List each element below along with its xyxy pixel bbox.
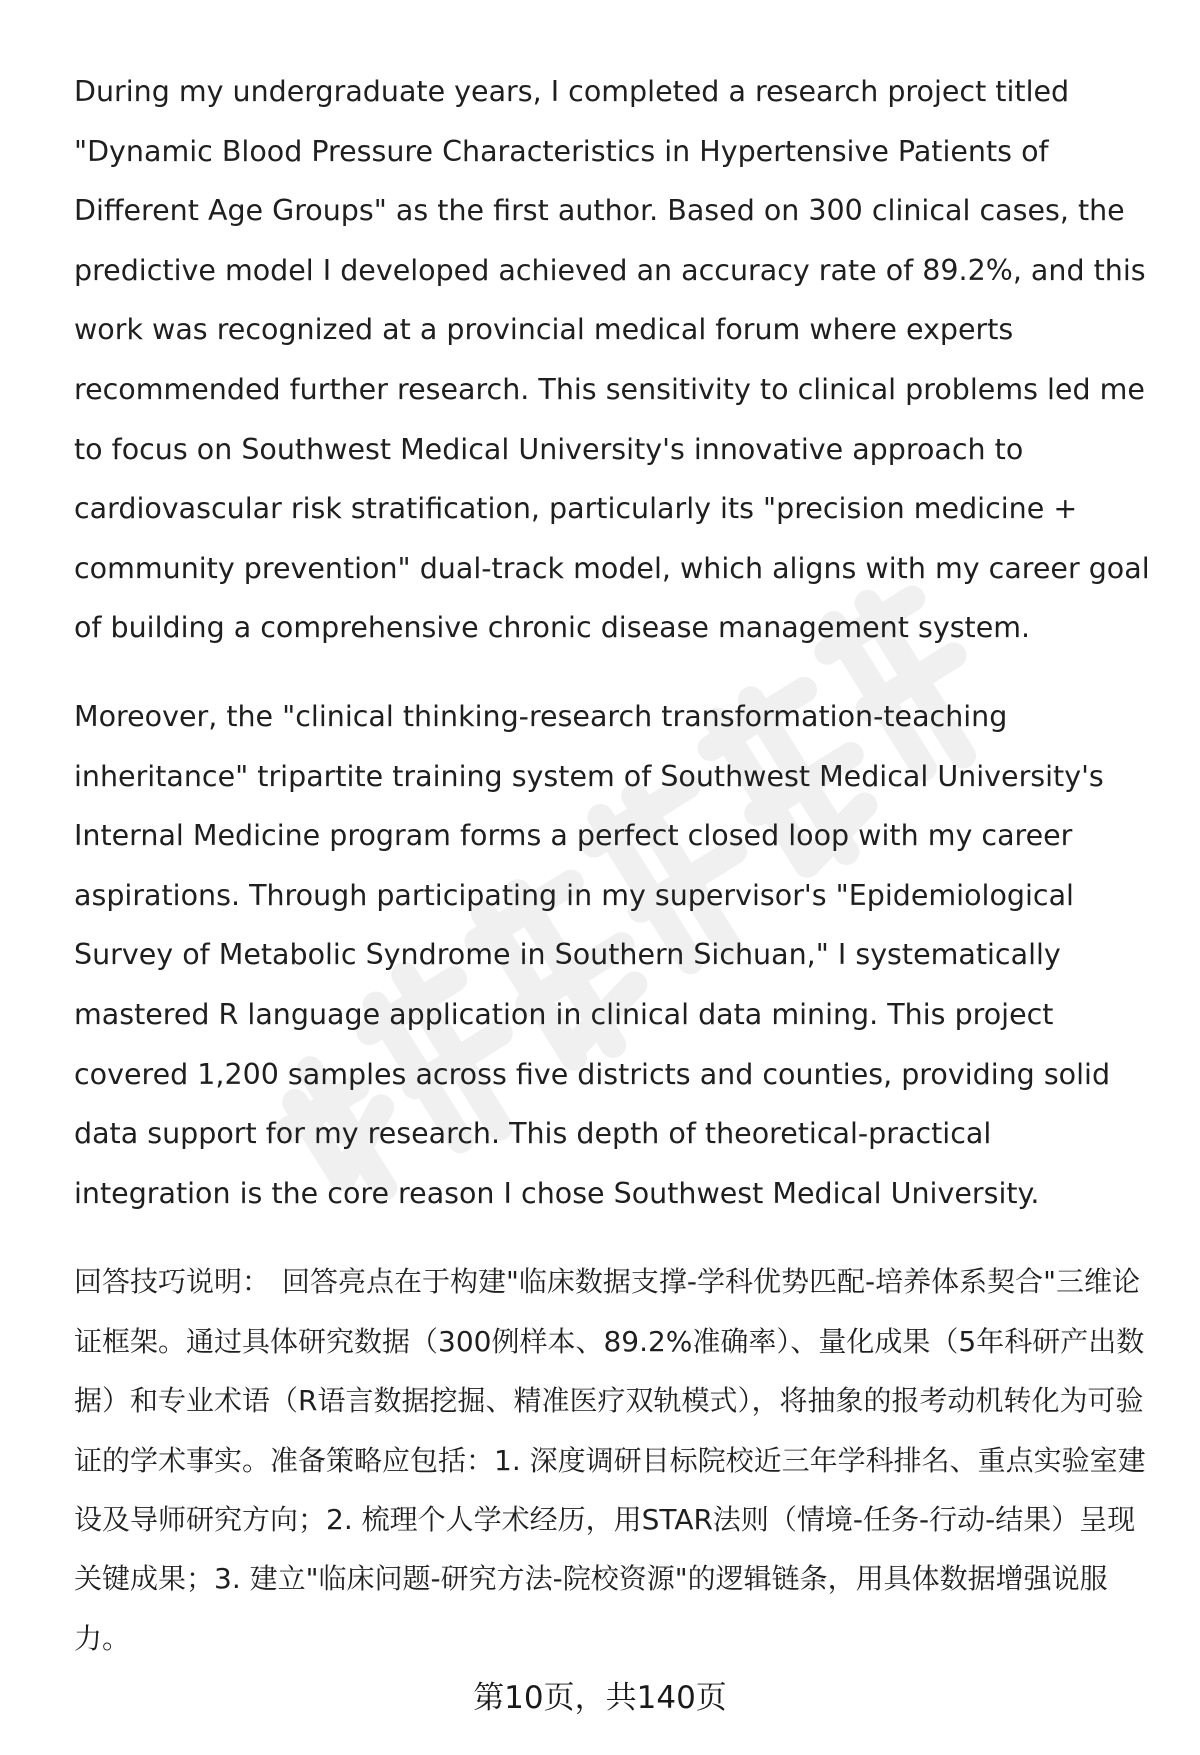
answer-tips-paragraph <box>74 1252 1154 1668</box>
answer-tips-text: 回答亮点在于构建"临床数据支撑-学科优势匹配-培养体系契合"三维论证框架。通过具体研究数据（300例样本、89.2%准确率）、量化成果（5年科研产出数据）和专业术语（R语言数据挖掘、精准医疗双轨模式），将抽象的报考动机转化为可验证的学术事实。准备策略应包括：1. 深度调研目标院校近三年学科排名、重点实验室建设及导师研究方向；2. 梳理个人学术经历，用STAR法则（情境-任务-行动-结果）呈现关键成果；3. 建立"临床问题-研究方法-院校资源"的逻辑链条，用具体数据增强说服力。 <box>74 1265 1146 1655</box>
paragraph-training-system: Moreover, the "clinical thinking-research transformation-teaching inheritance" tripartite training system of Southwest Medical University's Internal Medicine program forms a perfect closed loop with my career aspirations. Through participating in my supervisor's "Epidemiological Survey of Metabolic Syndrome in Southern Sichuan," I systematically mastered R language application in clinical data mining. This project covered 1,200 samples across five districts and counties, providing solid data support for my research. This depth of theoretical-practical integration is the core reason I chose Southwest Medical University. <box>74 699 1111 1210</box>
answer-tips-label: 回答技巧说明： <box>74 1265 271 1299</box>
document-body <box>74 62 1154 1668</box>
page-number-footer: 第10页，共140页 <box>473 1680 727 1716</box>
paragraph-research-project: During my undergraduate years, I completed a research project titled "Dynamic Blood Pressure Characteristics in Hypertensive Patients of Different Age Groups" as the first author. Based on 300 clinical cases, the predictive model I developed achieved an accuracy rate of 89.2%, and this work was recognized at a provincial medical forum where experts recommended further research. This sensitivity to clinical problems led me to focus on Southwest Medical University's innovative approach to cardiovascular risk stratification, particularly its "precision medicine + community prevention" dual-track model, which aligns with my career goal of building a comprehensive chronic disease management system. <box>74 75 1150 645</box>
